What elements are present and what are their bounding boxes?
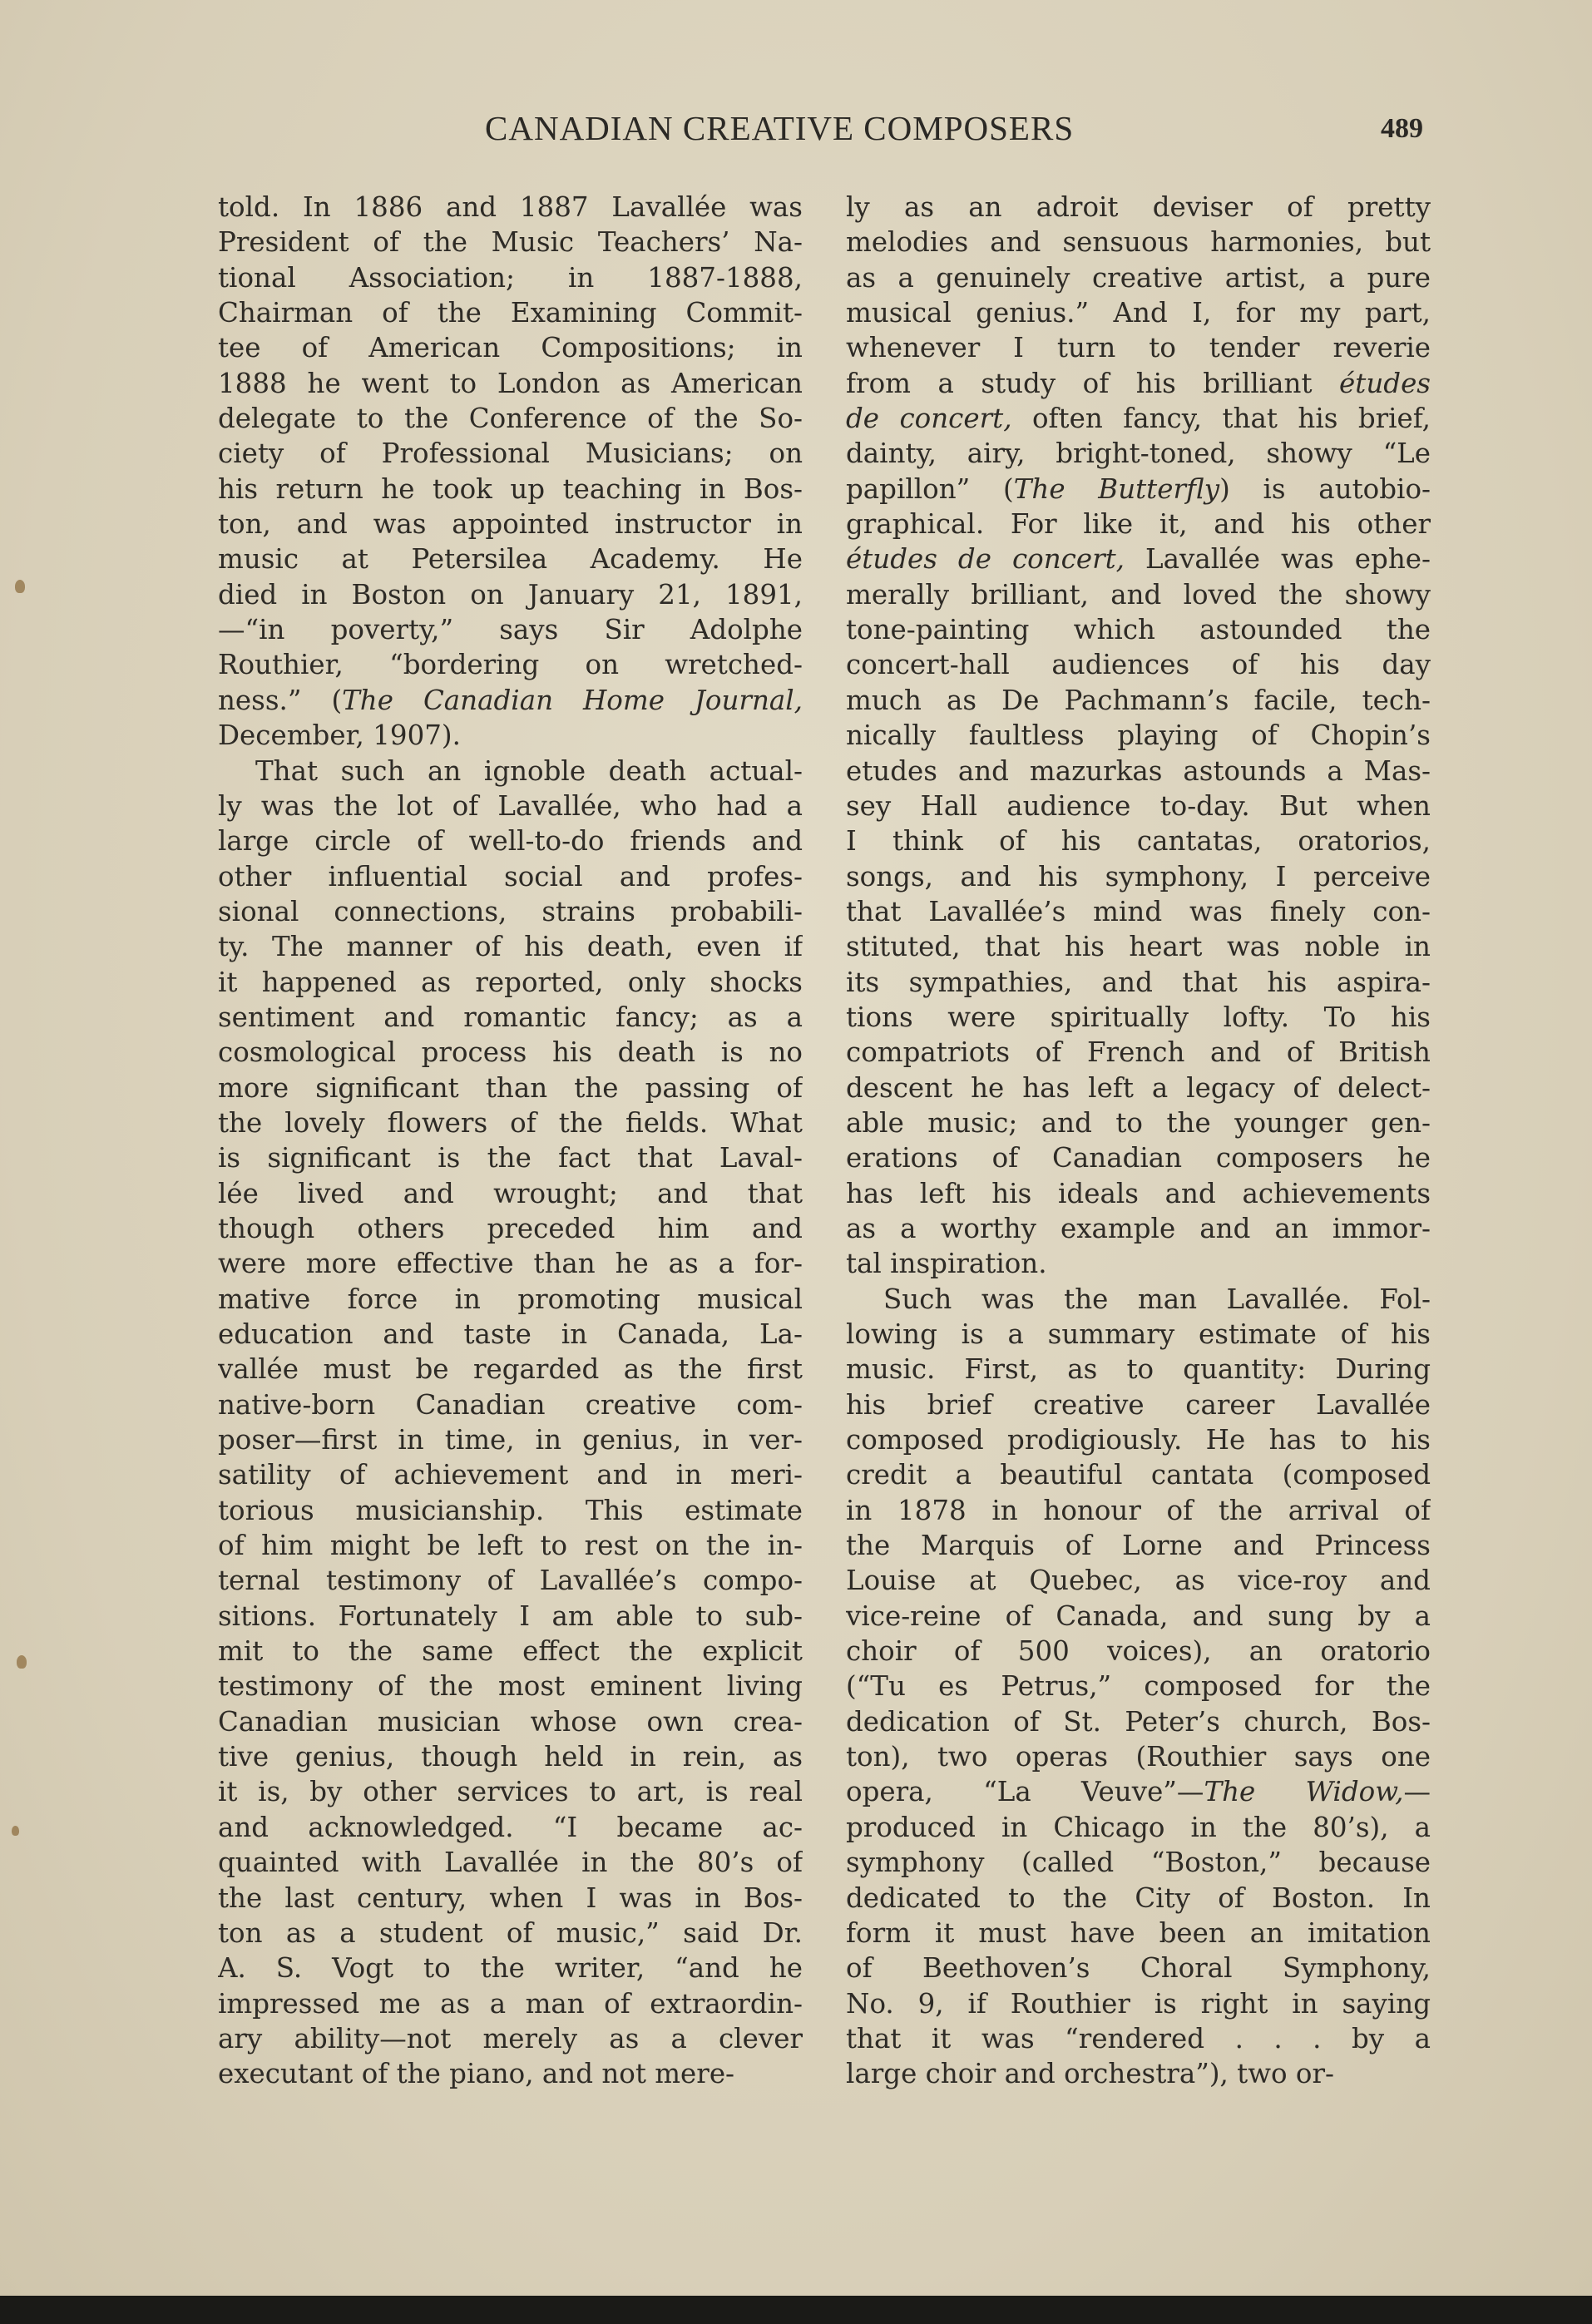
margin-stain xyxy=(17,1655,27,1669)
text-line: that Lavallée’s mind was finely con- xyxy=(846,895,1431,927)
italic-title: études xyxy=(1339,367,1431,399)
text-line: of him might be left to rest on the in- xyxy=(218,1530,803,1562)
text-line: large circle of well-to-do friends and xyxy=(218,825,803,858)
text-line: dedication of St. Peter’s church, Bos- xyxy=(846,1705,1431,1738)
text-line: symphony (called “Boston,” because xyxy=(846,1847,1431,1879)
text-line: more significant than the passing of xyxy=(218,1071,803,1104)
text-line: papillon” (The Butterfly) is autobio- xyxy=(846,472,1431,505)
margin-stain xyxy=(12,1826,19,1836)
text-line: choir of 500 voices), an oratorio xyxy=(846,1635,1431,1668)
text-line: sional connections, strains probabili- xyxy=(218,895,803,927)
text-line: music. First, as to quantity: During xyxy=(846,1353,1431,1386)
text-line: delegate to the Conference of the So- xyxy=(218,403,803,435)
text-line: erations of Canadian composers he xyxy=(846,1142,1431,1174)
left-text-column xyxy=(218,190,803,2092)
text-line: tional Association; in 1887-1888, xyxy=(218,261,803,294)
text-line: as a worthy example and an immor- xyxy=(846,1212,1431,1244)
text-line: torious musicianship. This estimate xyxy=(218,1494,803,1526)
text-line: December, 1907). xyxy=(218,719,461,752)
text-line: his return he took up teaching in Bos- xyxy=(218,472,803,505)
text-line: ton, and was appointed instructor in xyxy=(218,508,803,541)
text-line: the Marquis of Lorne and Princess xyxy=(846,1530,1431,1562)
text-line: Such was the man Lavallée. Fol- xyxy=(883,1283,1431,1315)
text-line: Chairman of the Examining Commit- xyxy=(218,297,803,329)
text-line: vallée must be regarded as the first xyxy=(218,1353,803,1386)
text-line: much as De Pachmann’s facile, tech- xyxy=(846,684,1431,716)
right-text-column xyxy=(846,190,1431,2092)
text-line: ary ability—not merely as a clever xyxy=(218,2022,803,2055)
text-line: concert-hall audiences of his day xyxy=(846,649,1431,681)
text-line: sey Hall audience to-day. But when xyxy=(846,789,1431,822)
text-line: and acknowledged. “I became ac- xyxy=(218,1811,803,1843)
running-head: CANADIAN CREATIVE COMPOSERS xyxy=(485,109,1075,147)
text-line: cosmological process his death is no xyxy=(218,1036,803,1069)
text-line: composed prodigiously. He has to his xyxy=(846,1424,1431,1456)
text-line: native-born Canadian creative com- xyxy=(218,1388,803,1421)
text-line: other influential social and profes- xyxy=(218,860,803,893)
text-line: etudes and mazurkas astounds a Mas- xyxy=(846,754,1431,787)
italic-title: The Butterfly xyxy=(1013,472,1220,505)
text-line: has left his ideals and achievements xyxy=(846,1177,1431,1209)
text-line: is significant is the fact that Laval- xyxy=(218,1142,803,1174)
italic-title: The Widow, xyxy=(1204,1776,1404,1808)
text-line: Louise at Quebec, as vice-roy and xyxy=(846,1565,1431,1597)
text-line: No. 9, if Routhier is right in saying xyxy=(846,1987,1431,2020)
italic-title: The Canadian Home Journal, xyxy=(342,684,803,716)
text-line: études de concert, Lavallée was ephe- xyxy=(846,543,1431,576)
text-line: of Beethoven’s Choral Symphony, xyxy=(846,1952,1431,1985)
text-line: de concert, often fancy, that his brief, xyxy=(846,403,1431,435)
text-line: were more effective than he as a for- xyxy=(218,1248,803,1280)
text-line: mit to the same effect the explicit xyxy=(218,1635,803,1668)
text-line: his brief creative career Lavallée xyxy=(846,1388,1431,1421)
text-line: (“Tu es Petrus,” composed for the xyxy=(846,1670,1431,1703)
text-line: A. S. Vogt to the writer, “and he xyxy=(218,1952,803,1985)
text-line: compatriots of French and of British xyxy=(846,1036,1431,1069)
text-line: graphical. For like it, and his other xyxy=(846,508,1431,541)
text-line: dainty, airy, bright-toned, showy “Le xyxy=(846,438,1431,470)
text-line: stituted, that his heart was noble in xyxy=(846,931,1431,963)
text-line: tee of American Compositions; in xyxy=(218,332,803,364)
text-line: able music; and to the younger gen- xyxy=(846,1106,1431,1139)
text-line: ness.” (The Canadian Home Journal, xyxy=(218,684,803,716)
text-line: opera, “La Veuve”—The Widow,— xyxy=(846,1776,1431,1808)
text-line: tal inspiration. xyxy=(846,1248,1047,1280)
text-line: testimony of the most eminent living xyxy=(218,1670,803,1703)
text-line: that it was “rendered . . . by a xyxy=(846,2022,1431,2055)
text-line: songs, and his symphony, I perceive xyxy=(846,860,1431,893)
text-line: though others preceded him and xyxy=(218,1212,803,1244)
text-line: ciety of Professional Musicians; on xyxy=(218,438,803,470)
text-line: music at Petersilea Academy. He xyxy=(218,543,803,576)
text-line: education and taste in Canada, La- xyxy=(218,1318,803,1350)
text-line: in 1878 in honour of the arrival of xyxy=(846,1494,1431,1526)
text-line: the last century, when I was in Bos- xyxy=(218,1881,803,1914)
text-line: poser—first in time, in genius, in ver- xyxy=(218,1424,803,1456)
text-line: form it must have been an imitation xyxy=(846,1916,1431,1949)
text-line: ly as an adroit deviser of pretty xyxy=(846,191,1431,223)
text-line: ton), two operas (Routhier says one xyxy=(846,1741,1431,1773)
text-line: sentiment and romantic fancy; as a xyxy=(218,1001,803,1033)
text-line: —“in poverty,” says Sir Adolphe xyxy=(218,614,803,646)
text-line: descent he has left a legacy of delect- xyxy=(846,1071,1431,1104)
text-line: ty. The manner of his death, even if xyxy=(218,931,803,963)
text-line: vice-reine of Canada, and sung by a xyxy=(846,1600,1431,1632)
text-line: tive genius, though held in rein, as xyxy=(218,1741,803,1773)
text-line: quainted with Lavallée in the 80’s of xyxy=(218,1847,803,1879)
text-line: nically faultless playing of Chopin’s xyxy=(846,719,1431,752)
text-line: whenever I turn to tender reverie xyxy=(846,332,1431,364)
text-line: lée lived and wrought; and that xyxy=(218,1177,803,1209)
text-line: executant of the piano, and not mere- xyxy=(218,2058,735,2090)
text-line: its sympathies, and that his aspira- xyxy=(846,966,1431,998)
text-line: ly was the lot of Lavallée, who had a xyxy=(218,789,803,822)
text-line: it happened as reported, only shocks xyxy=(218,966,803,998)
margin-stain xyxy=(15,580,25,593)
text-line: told. In 1886 and 1887 Lavallée was xyxy=(218,191,803,223)
text-line: died in Boston on January 21, 1891, xyxy=(218,578,803,611)
text-line: ton as a student of music,” said Dr. xyxy=(218,1916,803,1949)
italic-title: de concert, xyxy=(846,403,1012,435)
text-line: credit a beautiful cantata (composed xyxy=(846,1459,1431,1491)
text-line: as a genuinely creative artist, a pure xyxy=(846,261,1431,294)
text-line: sitions. Fortunately I am able to sub- xyxy=(218,1600,803,1632)
text-line: That such an ignoble death actual- xyxy=(255,754,803,787)
scan-edge xyxy=(0,2296,1592,2324)
text-line: Canadian musician whose own crea- xyxy=(218,1705,803,1738)
text-line: melodies and sensuous harmonies, but xyxy=(846,226,1431,259)
text-line: mative force in promoting musical xyxy=(218,1283,803,1315)
text-line: tions were spiritually lofty. To his xyxy=(846,1001,1431,1033)
text-line: lowing is a summary estimate of his xyxy=(846,1318,1431,1350)
text-line: from a study of his brilliant études xyxy=(846,367,1431,399)
text-line: dedicated to the City of Boston. In xyxy=(846,1881,1431,1914)
text-line: President of the Music Teachers’ Na- xyxy=(218,226,803,259)
text-line: large choir and orchestra”), two or- xyxy=(846,2058,1335,2090)
text-line: musical genius.” And I, for my part, xyxy=(846,297,1431,329)
text-line: the lovely flowers of the fields. What xyxy=(218,1106,803,1139)
text-line: ternal testimony of Lavallée’s compo- xyxy=(218,1565,803,1597)
text-line: I think of his cantatas, oratorios, xyxy=(846,825,1431,858)
text-line: tone-painting which astounded the xyxy=(846,614,1431,646)
italic-title: études de concert, xyxy=(846,543,1125,576)
text-line: it is, by other services to art, is real xyxy=(218,1776,803,1808)
text-line: impressed me as a man of extraordin- xyxy=(218,1987,803,2020)
text-line: produced in Chicago in the 80’s), a xyxy=(846,1811,1431,1843)
page-number: 489 xyxy=(1381,113,1423,144)
text-line: merally brilliant, and loved the showy xyxy=(846,578,1431,611)
text-line: Routhier, “bordering on wretched- xyxy=(218,649,803,681)
text-line: satility of achievement and in meri- xyxy=(218,1459,803,1491)
text-line: 1888 he went to London as American xyxy=(218,367,803,399)
